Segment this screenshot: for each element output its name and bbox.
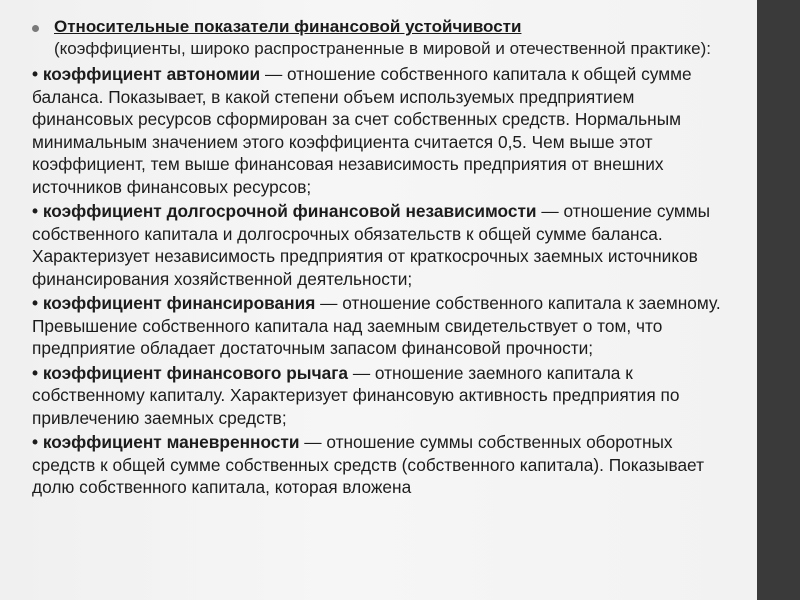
item-term: • коэффициент маневренности xyxy=(32,432,300,452)
slide-content xyxy=(32,16,722,501)
list-item-autonomy xyxy=(32,63,722,198)
list-item-long-term-independence xyxy=(32,200,722,290)
item-text: — отношение суммы собственного капитала и долгосрочных обязательств к общей сумме баланса. Характеризует независимость предприятия от краткосрочных заемных источников финансирования хозяйственной деятельности; xyxy=(32,201,711,289)
list-item-financial-leverage xyxy=(32,362,722,430)
item-term: • коэффициент финансового рычага xyxy=(32,362,349,383)
side-bar xyxy=(757,0,800,600)
list-item-financing xyxy=(32,292,722,360)
item-term: • коэффициент финансирования xyxy=(32,293,316,313)
slide-subtitle: (коэффициенты, широко распространенные в мировой и отечественной практике): xyxy=(54,39,711,58)
slide-title: Относительные показатели финансовой устойчивости xyxy=(54,17,522,36)
item-term: • коэффициент долгосрочной финансовой независимости xyxy=(32,201,537,221)
item-text: — отношение собственного капитала к общей сумме баланса. Показывает, в какой степени объем используемых предприятием финансовых ресурсов сформирован за счет собственных средств. Нормальным минимальным значением этого коэффициента считается 0,5. Чем выше этот коэффициент, тем выше финансовая независимость предприятия от внешних источников финансовых ресурсов; xyxy=(32,64,692,197)
item-text: — отношение собственного капитала к заемному. Превышение собственного капитала над заемным свидетельствует о том, что предприятие обладает достаточным запасом финансовой прочности; xyxy=(32,293,721,358)
bullet-icon xyxy=(32,25,39,32)
item-text: — отношение суммы собственных оборотных средств к общей сумме собственных средств (собственного капитала). Показывает долю собственного капитала, которая вложена xyxy=(32,432,705,497)
list-item-maneuverability xyxy=(32,431,722,499)
item-term: • коэффициент автономии xyxy=(32,64,261,84)
slide-heading xyxy=(32,16,722,60)
item-text: — отношение заемного капитала к собственному капиталу. Характеризует финансовую активность предприятия по привлечению заемных средств; xyxy=(32,362,680,428)
